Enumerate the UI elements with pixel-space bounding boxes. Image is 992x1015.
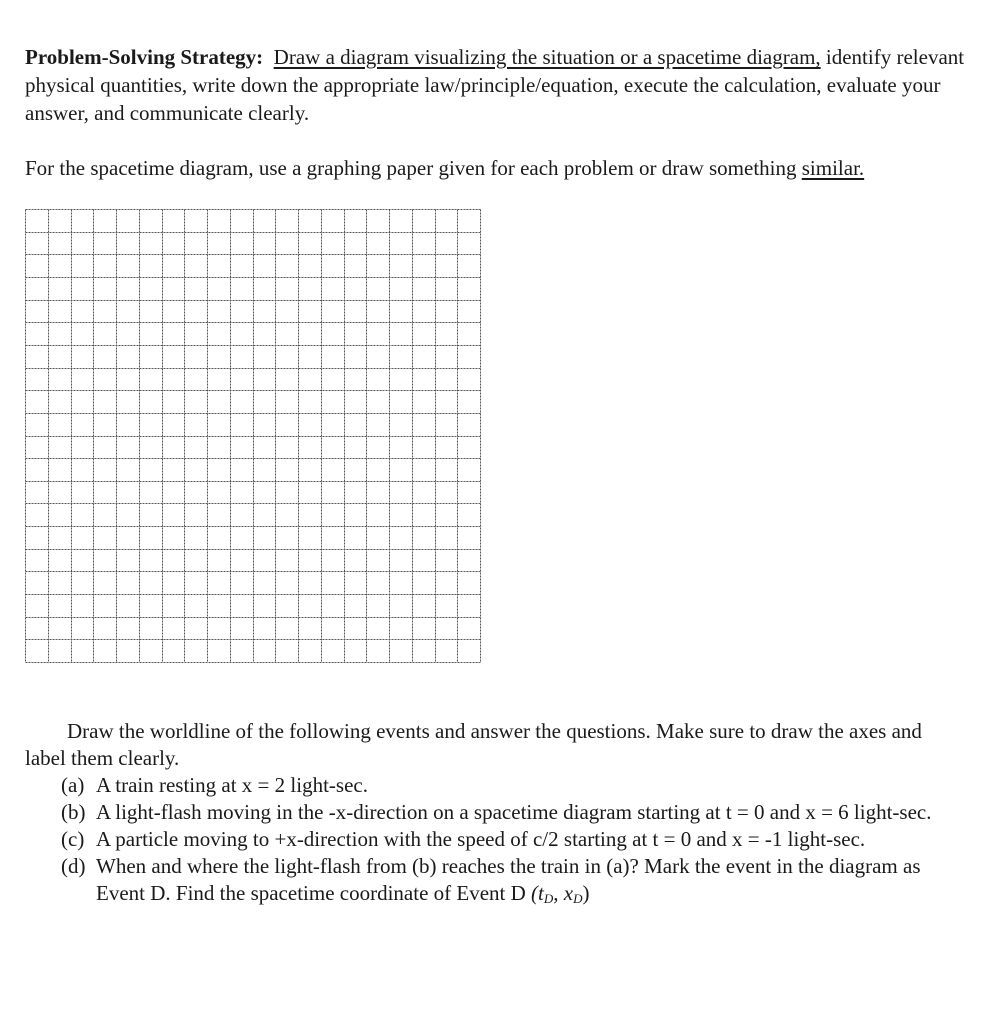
graph-paper-note-last: similar. xyxy=(801,156,865,180)
question-b xyxy=(25,799,965,826)
question-b-text: A light-flash moving in the -x-direction on a spacetime diagram starting at t = 0 and x = 6 light-sec. xyxy=(96,800,932,824)
coord-close: ) xyxy=(582,881,590,905)
coord-x: x xyxy=(563,881,574,905)
question-d-text: When and where the light-flash from (b) reaches the train in (a)? Mark the event in the diagram as Event D. Find the spacetime coordinate of Event D xyxy=(96,854,921,905)
event-d-coordinate xyxy=(531,881,582,905)
question-b-marker: (b) xyxy=(61,800,86,824)
question-a xyxy=(25,772,965,799)
question-c-text: A particle moving to +x-direction with the speed of c/2 starting at t = 0 and x = -1 light-sec. xyxy=(96,827,866,851)
question-c-marker: (c) xyxy=(61,827,85,851)
graph-paper-grid xyxy=(25,209,481,663)
coord-sep: , xyxy=(553,881,564,905)
question-c xyxy=(25,826,965,853)
question-a-text: A train resting at x = 2 light-sec. xyxy=(96,773,368,797)
strategy-label: Problem-Solving Strategy: xyxy=(25,45,264,69)
strategy-rest-text: identify relevant physical quantities, write down the appropriate law/principle/equation, execute the calculation, evaluate your answer, and communicate clearly. xyxy=(25,45,965,125)
instructions-intro: Draw the worldline of the following events and answer the questions. Make sure to draw the axes and label them clearly. xyxy=(25,719,922,770)
question-a-marker: (a) xyxy=(61,773,85,797)
strategy-underlined-text: Draw a diagram visualizing the situation or a spacetime diagram, xyxy=(273,45,821,69)
instructions-section xyxy=(25,718,965,907)
graph-paper-note xyxy=(25,154,925,182)
question-list xyxy=(25,772,965,907)
coord-t-sub: D xyxy=(543,891,554,906)
coord-open: ( xyxy=(531,881,539,905)
graph-paper-note-text: For the spacetime diagram, use a graphing paper given for each problem or draw something xyxy=(25,156,797,180)
question-d xyxy=(25,853,965,907)
coord-t: t xyxy=(538,881,544,905)
strategy-paragraph xyxy=(25,43,965,127)
coord-x-sub: D xyxy=(573,891,583,906)
question-d-marker: (d) xyxy=(61,854,86,878)
